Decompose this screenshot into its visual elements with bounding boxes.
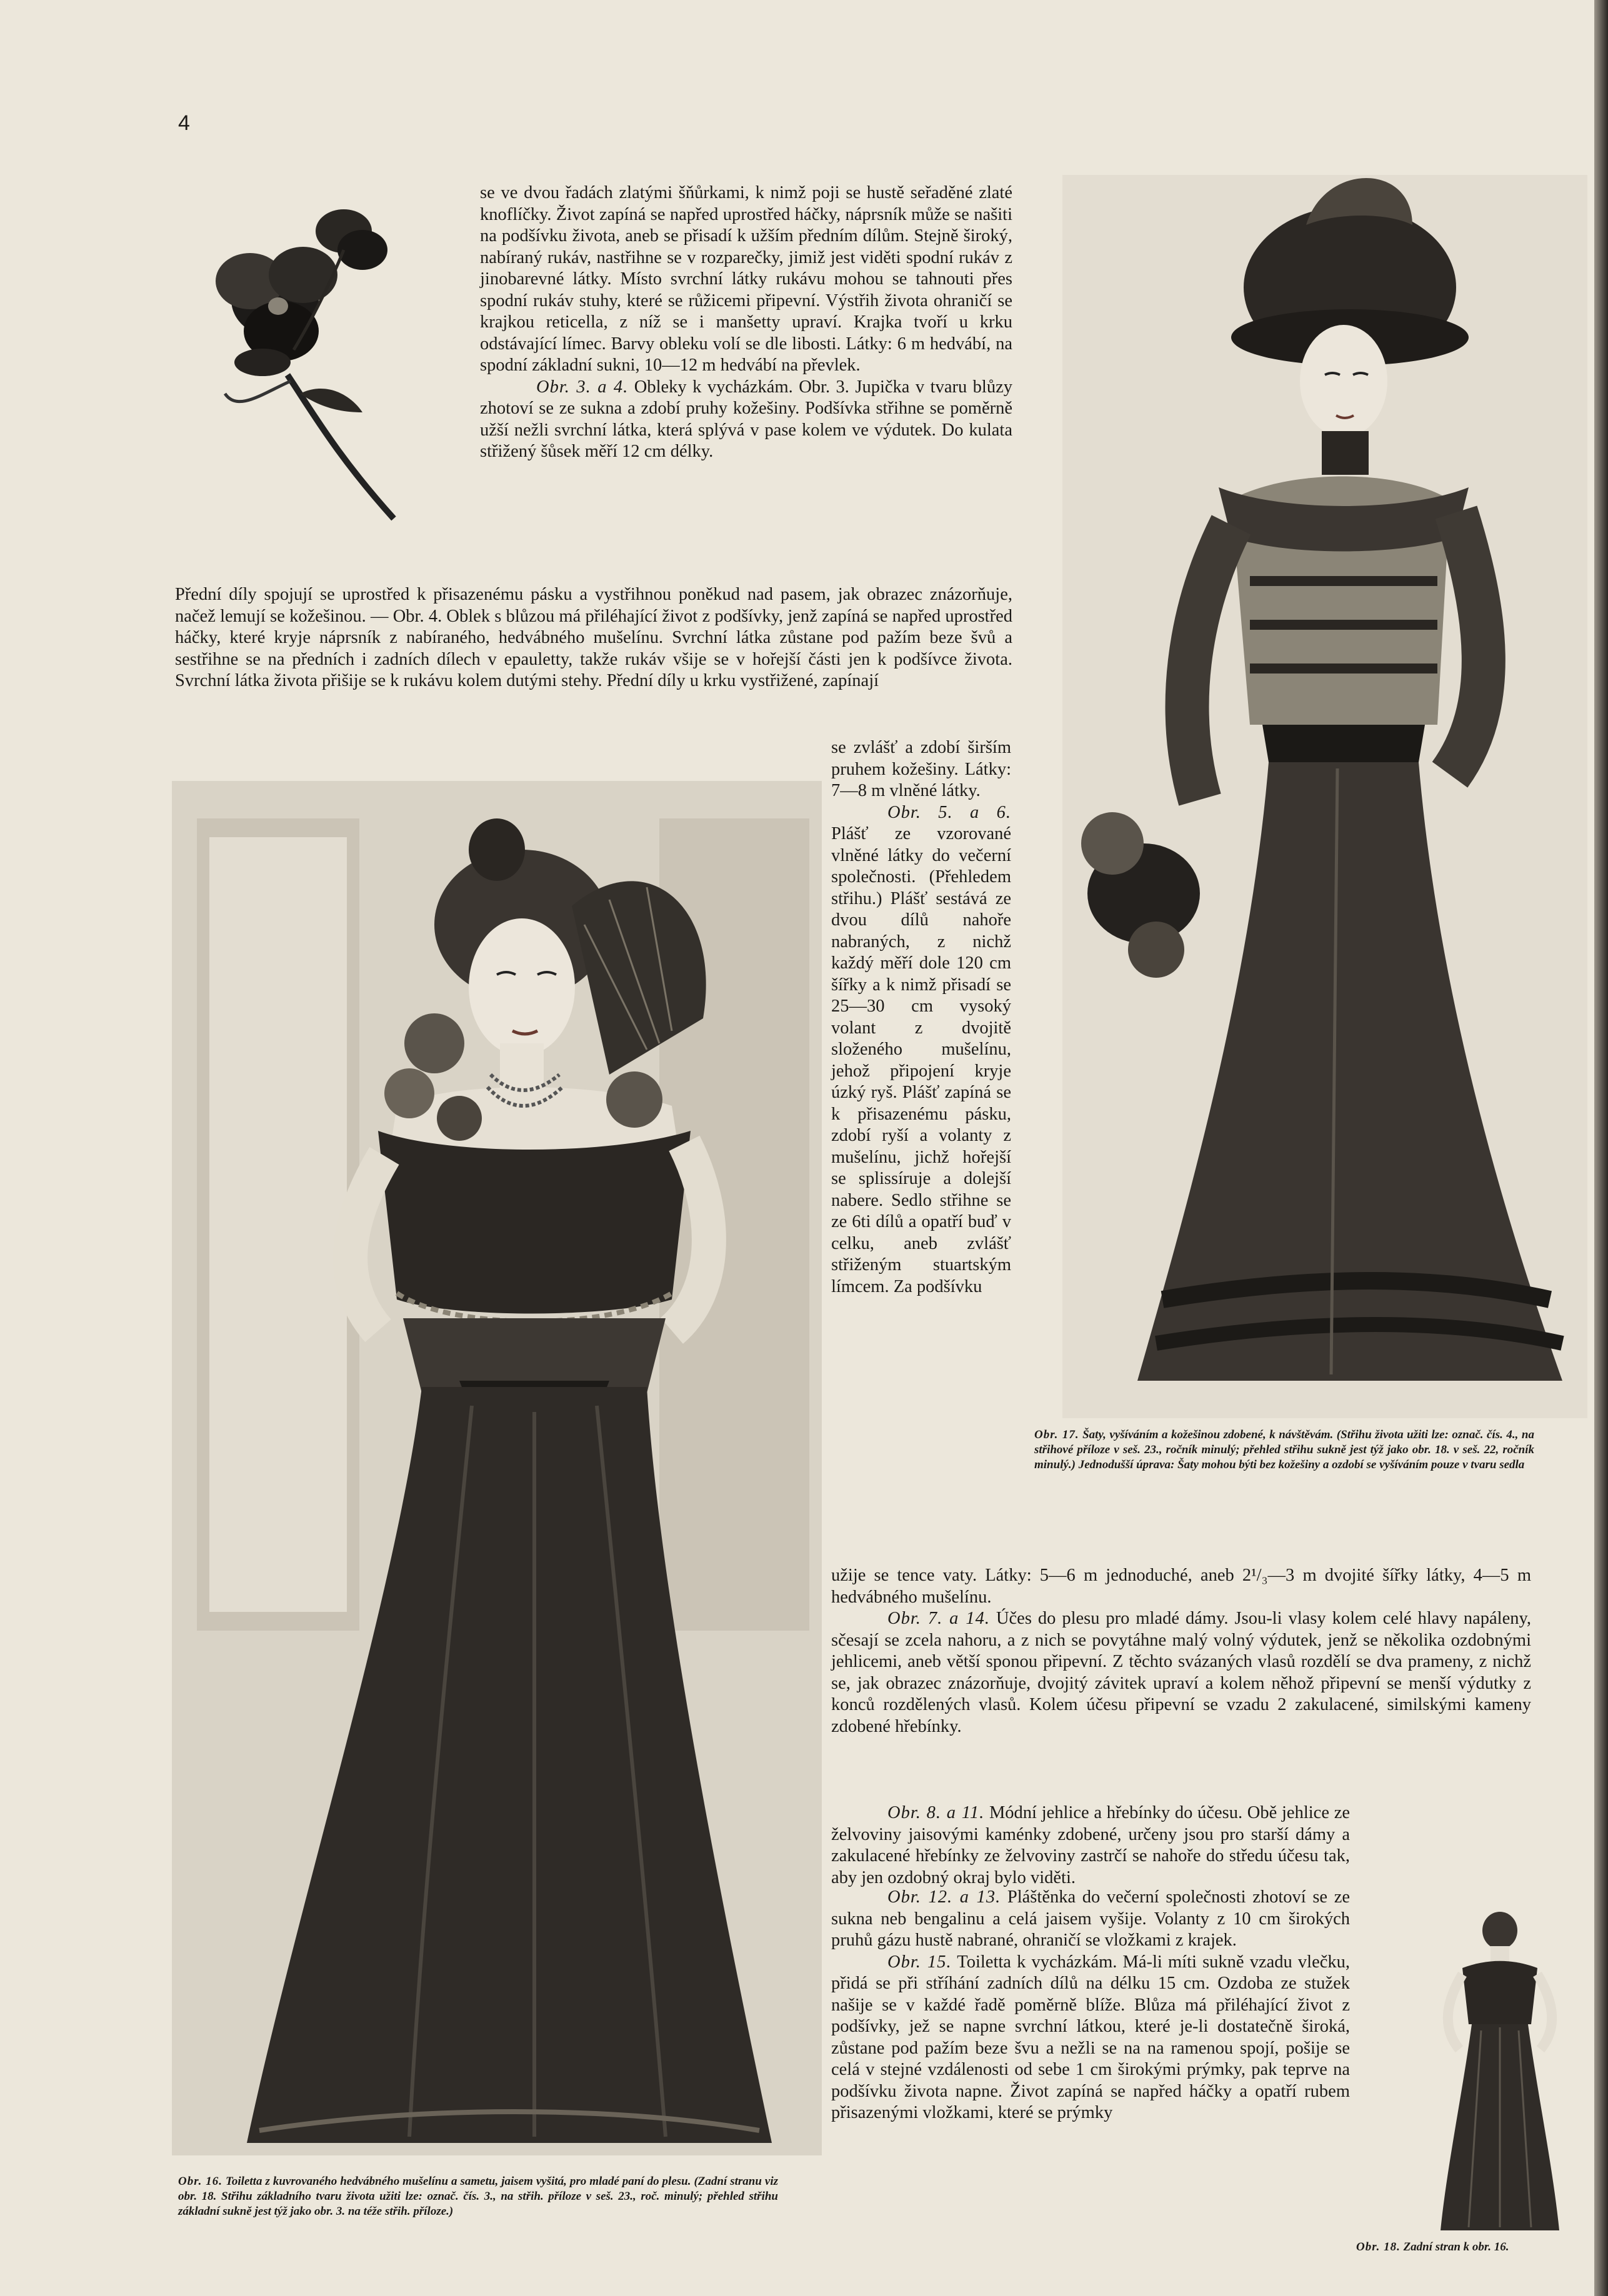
ball-gown-illustration xyxy=(172,781,822,2155)
back-view-illustration xyxy=(1437,1906,1562,2237)
paragraph-obr-3-4: Obr. 3. a 4. Obleky k vycházkám. Obr. 3. Jupička v tvaru blůzy zhotoví se ze sukna a zdobí pruhy kožešiny. Podšívka střihne se poměrně užší nežli svrchní látka, která splývá v pase kolem ve výdutek. Do kulata střižený šůsek měří 12 cm délky. xyxy=(480,377,1012,461)
paragraph-continuation-narrow: se zvlášť a zdobí širším pruhem kožešiny. Látky: 7—8 m vlněné látky. xyxy=(831,738,1011,800)
paragraph-obr-7-14: Obr. 7. a 14. Účes do plesu pro mladé dámy. Jsou-li vlasy kolem celé hlavy napáleny, sčesají se zcela nahoru, a z nich se povytáhne malý volný výdutek, jenž se několika ozdobnými jehlicemi, aneb větší sponou připevní. Z těchto svázaných vlasů rozdělí se dva prameny, z nichž se, jak obrazec znázorňuje, dvojitý závitek upraví a kolem něhož připevní se menší výdutky z konců rozdělených vlasů. Kolem účesu připevní se vzadu 2 zakulacené, similskými kameny zdobené hřebínky. xyxy=(831,1609,1531,1736)
paragraph-obr-15: Obr. 15. Toiletta k vycházkám. Má-li míti sukně vzadu vlečku, přidá se při stříhání zadních dílů na délku 15 cm. Ozdoba ze stužek našije se v každé řadě poměrně blíže. Blůza má přiléhající život z podšívky, jež se napne svrchní látkou, které je-li dostatečně široká, zůstane pod pažím beze švu a nežli se na na ramenou spojí, pošije se celá v stejné vzdálenosti od sebe 1 cm širokými prýmky, pak teprve na podšívku života napne. Život zapíná se napřed háčky a opatří rubem přisazenými vložkami, které se prýmky xyxy=(831,1952,1350,2122)
paragraph-obr-5-6: Obr. 5. a 6. Plášť ze vzorované vlněné látky do večerní společnosti. (Přehledem střihu.) Plášť sestává ze dvou dílů nahoře nabraných, z nichž každý měří dole 120 cm šířky a k nimž přisadí se 25—30 cm vysoký volant z dvojitě složeného mušelínu, jehož připojení kryje úzký ryš. Plášť zapíná se k přisazenému pásku, zdobí ryší a volanty z mušelínu, jichž hořejší se splissíruje a dolejší nabere. Sedlo střihne se ze 6ti dílů a opatří buď v celku, aneb zvlášť střiženým stuartským límcem. Za podšívku xyxy=(831,802,1011,1296)
page-number: 4 xyxy=(178,111,190,135)
figure-reference: Obr. 8. a 11. xyxy=(887,1803,985,1822)
paragraph-obr-12-13: Obr. 12. a 13. Pláštěnka do večerní společnosti zhotoví se ze sukna neb bengalinu a celá jaisem vyšije. Volanty z 10 cm širokých pruhů gázu hustě nabrané, ohraničí se vložkami z krajek. xyxy=(831,1887,1350,1950)
figure-reference: Obr. 3. a 4. xyxy=(536,377,629,397)
paragraph-continuation: se ve dvou řadách zlatými šňůrkami, k nimž poji se hustě seřaděné zlaté knoflíčky. Život zapíná se napřed uprostřed háčky, náprsník může se našiti na podšívku života, aneb se přisadí k užším předním dílům. Stejně široký, nabíraný rukáv, nastřihne se v rozparečky, jimiž jest viděti spodní rukáv z jinobarevné látky. Místo svrchní látky rukávu mohou se tahnouti přes spodní rukáv stuhy, které se růžicemi připevní. Výstřih života ohraničí se krajkou reticella, z níž se i manšetty upraví. Krajka tvoří u krku odstávající límec. Barvy obleku volí se dle libosti. Látky: 6 m hedvábí, na spodní základní sukni, 10—12 m hedvábí na převlek. xyxy=(480,183,1012,375)
page-spine xyxy=(1594,0,1608,2296)
figure-reference: Obr. 7. a 14. xyxy=(887,1609,990,1628)
pansy-illustration xyxy=(187,206,425,531)
paragraph-obr-4: Přední díly spojují se uprostřed k přisazenému pásku a vystřihnou poněkud nad pasem, jak obrazec znázorňuje, načež lemují se kožešinou. — Obr. 4. Oblek s blůzou má přiléhající život z podšívky, jenž zapíná se napřed uprostřed háčky, které kryje náprsník z nabíraného, hedvábného mušelínu. Svrchní látka zůstane pod pažím beze švů a sestřihne se na předních i zadních dílech v epauletty, takže rukáv všije se v hořejší části jen k podšívce života. Svrchní látka života přišije se k rukávu kolem dutými stehy. Přední díly u krku vystřižené, zapínají xyxy=(175,585,1012,690)
figure-reference: Obr. 15. xyxy=(887,1952,952,1972)
article-column-top xyxy=(480,182,1012,463)
article-column-lower xyxy=(831,1887,1350,2124)
caption-obr-17: Obr. 17. Šaty, vyšíváním a kožešinou zdobené, k návštěvám. (Střihu života užiti lze: označ. čís. 4., na střihové příloze v seš. 23., ročník minulý; přehled střihu sukně jest týž jako obr. 18. v seš. 22, ročník minulý.) Jednodušší úprava: Šaty mohou býti bez kožešiny a ozdobí se vyšíváním pouze v tvaru sedla xyxy=(1034,1428,1534,1471)
caption-obr-16: Obr. 16. Toiletta z kuvrovaného hedvábného mušelínu a sametu, jaisem vyšitá, pro mladé paní do plesu. (Zadní stranu viz obr. 18. Střihu základního tvaru života užiti lze: označ. čís. 3., na střih. příloze v seš. 23., roč. minulý; přehled střihu základní sukně jest týž jako obr. 3. na téže střih. příloze.) xyxy=(178,2175,779,2218)
article-column-obr-8 xyxy=(831,1802,1350,1889)
caption-obr-18: Obr. 18. Zadní stran k obr. 16. xyxy=(1356,2240,1509,2254)
article-column-mid xyxy=(831,1565,1531,1737)
paragraph-obr-8-11: Obr. 8. a 11. Módní jehlice a hřebínky do účesu. Obě jehlice ze želvoviny jaisovými kaménky zdobené, určeny jsou pro starší dámy a zakulacené hřebínky ze želvoviny zastrčí se nahoře do středu účesu tak, aby jen ozdobný okraj bylo viděti. xyxy=(831,1803,1351,1887)
paragraph-continuation-mid: užije se tence vaty. Látky: 5—6 m jednoduché, aneb 2¹/₃—3 m dvojité šířky látky, 4—5 m hedvábného mušelínu. xyxy=(831,1566,1531,1607)
visiting-dress-illustration xyxy=(1062,175,1587,1418)
figure-reference: Obr. 12. a 13. xyxy=(887,1887,1001,1907)
article-column-wide xyxy=(175,584,1012,692)
article-column-narrow xyxy=(831,737,1011,1298)
figure-reference: Obr. 5. a 6. xyxy=(887,802,1011,822)
